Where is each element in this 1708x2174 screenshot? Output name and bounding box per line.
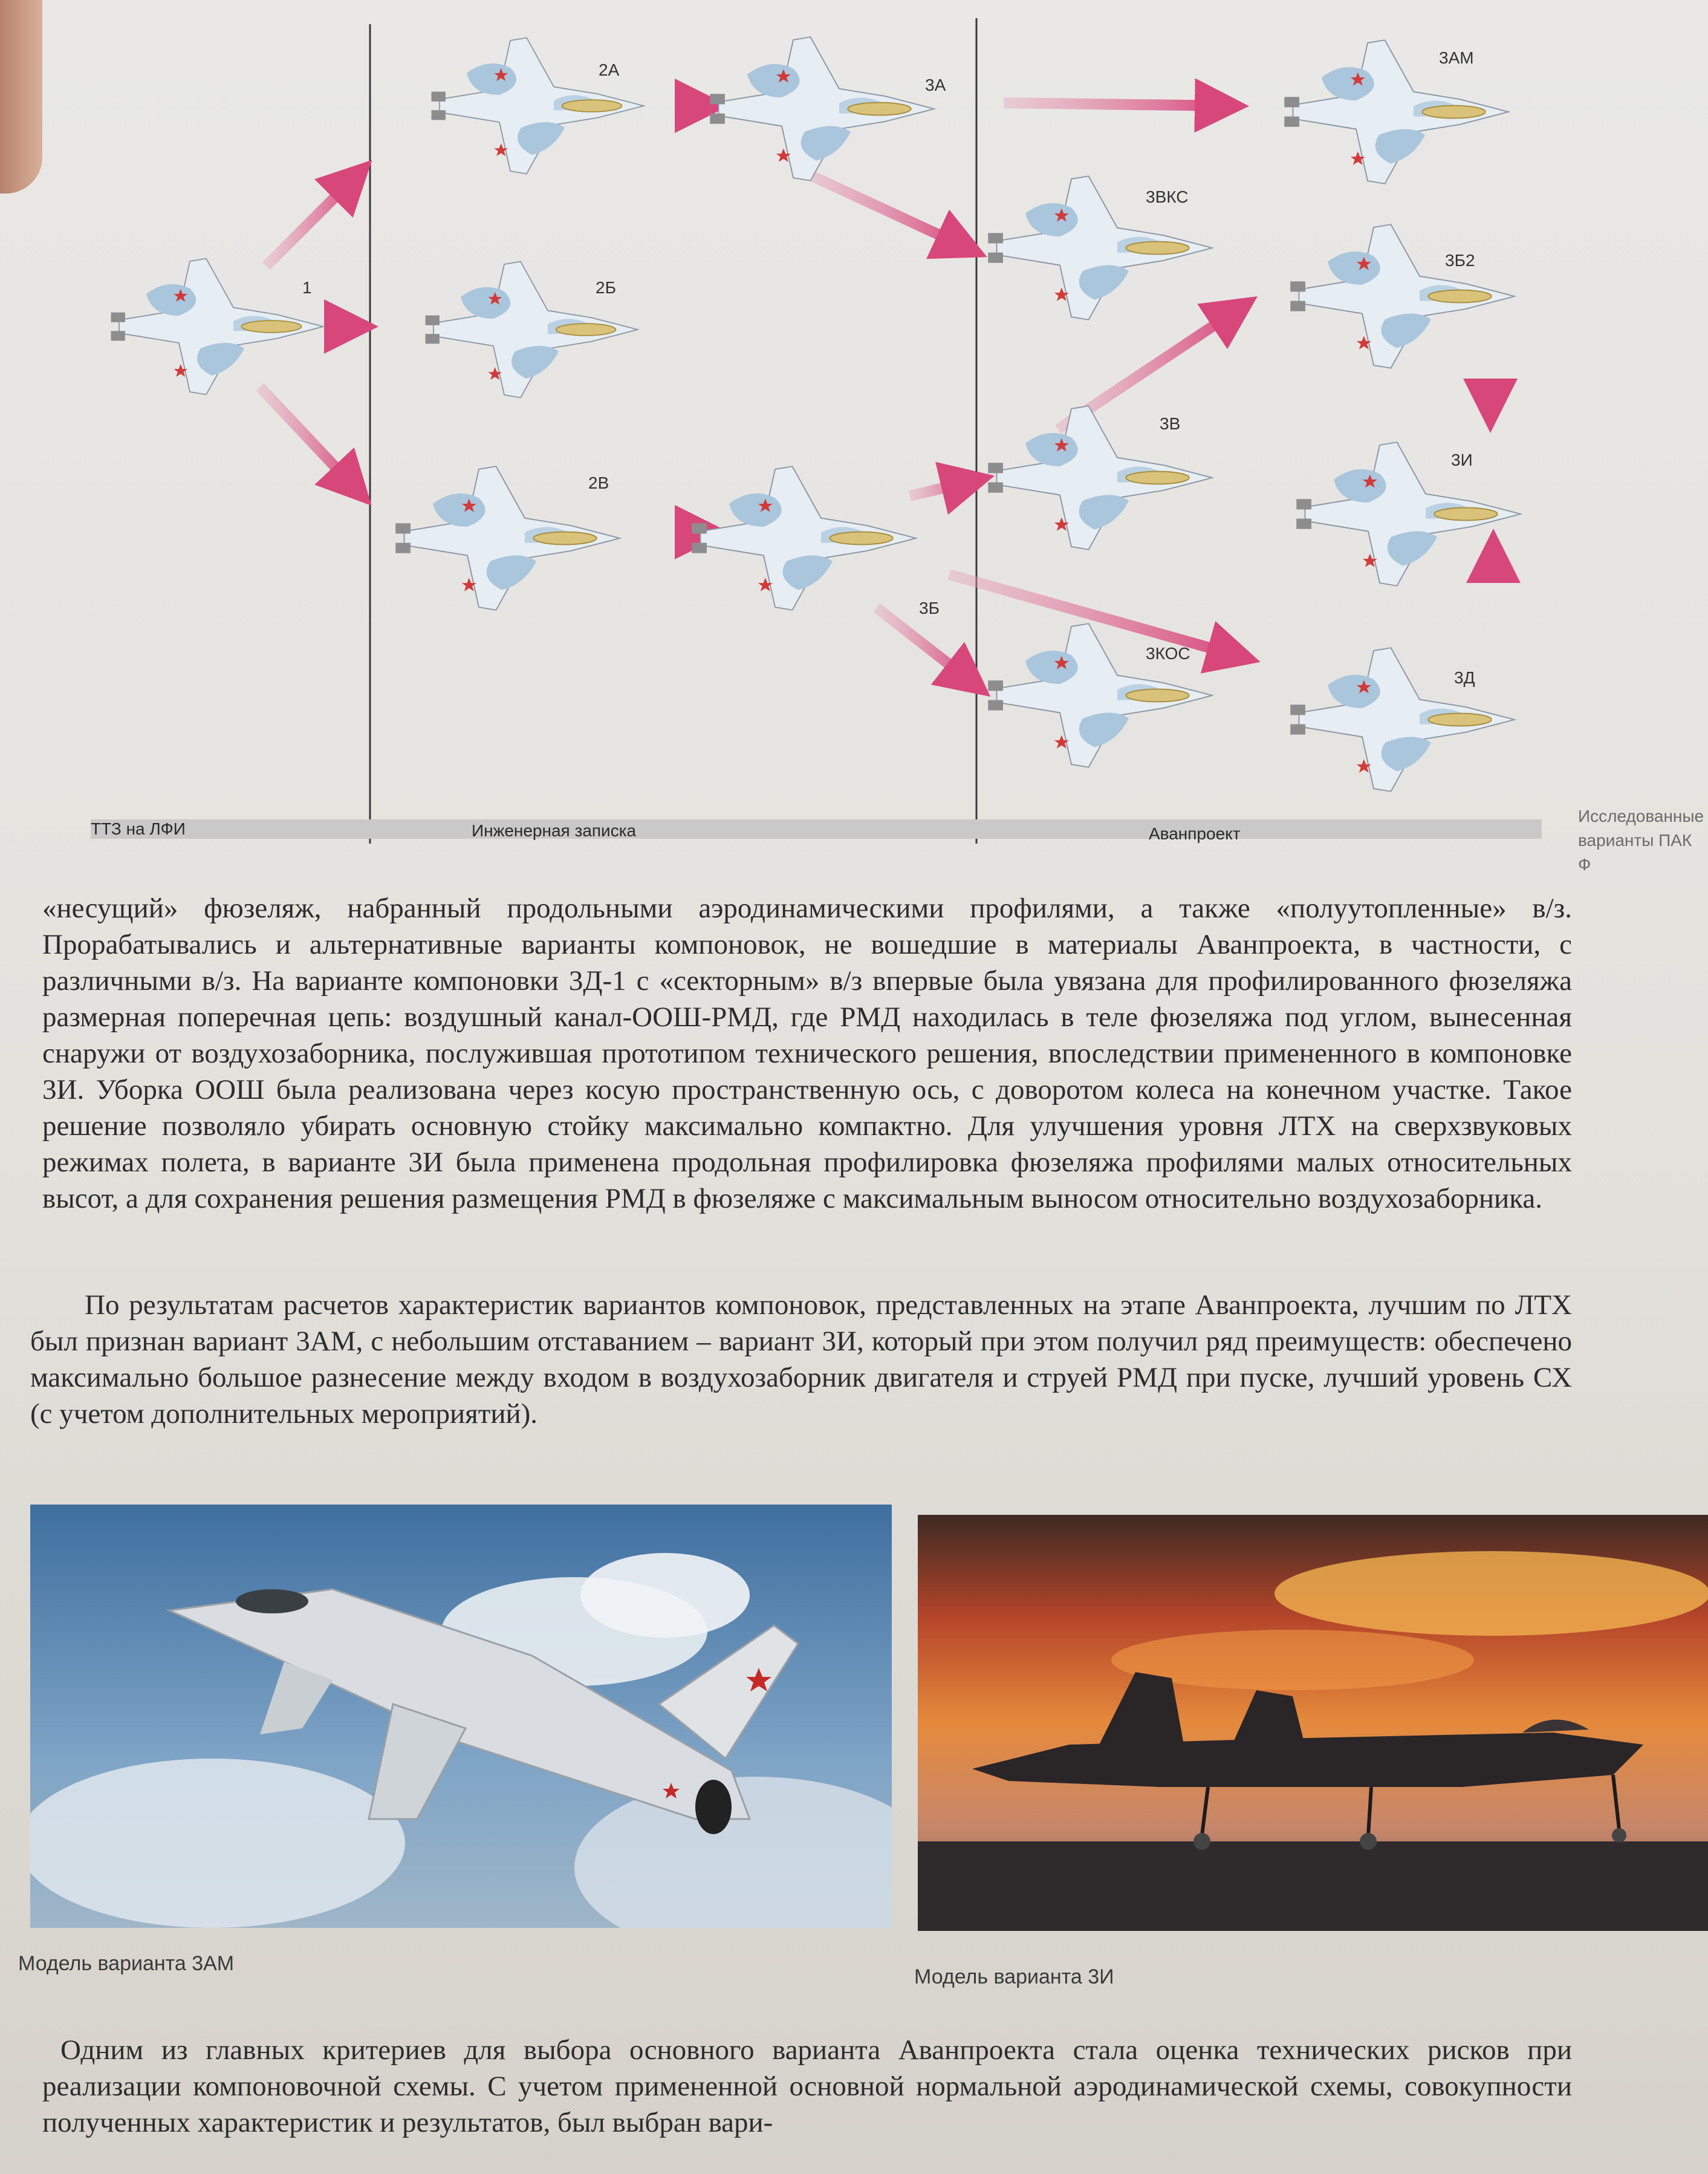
variant-3b2-aircraft: [1290, 224, 1515, 368]
label-v1: 1: [302, 278, 312, 297]
label-v3d: 3Д: [1454, 668, 1475, 687]
label-v3kos: 3КОС: [1146, 644, 1190, 663]
variant-3am-aircraft: [1284, 40, 1508, 184]
paragraph-1: [42, 890, 1572, 1217]
variant-3b-aircraft: [692, 466, 916, 610]
variant-1-aircraft: [111, 259, 323, 395]
thumb: [0, 0, 42, 194]
variant-3i-aircraft: [1296, 442, 1521, 586]
label-v2a: 2А: [599, 60, 620, 79]
photo-model-3am: [30, 1505, 892, 1928]
variants-diagram: [91, 12, 1554, 856]
stage-engineering-note: Инженерная записка: [472, 821, 637, 840]
caption-photo-3am: Модель варианта 3АМ: [18, 1952, 235, 1975]
stage-preliminary-design: Аванпроект: [1149, 824, 1241, 843]
paragraph-3-text: Одним из главных критериев для выбора основного варианта Аванпроекта стала оценка технических рисков при реализации компоновочной схемы. С учетом примененной основной нормальной аэродинамической схемы, совокупности полученных характеристик и результатов, был выбран вари-: [42, 2034, 1572, 2138]
variant-3a-aircraft: [710, 37, 934, 181]
label-v3b2: 3Б2: [1445, 251, 1475, 270]
diagram-side-caption: [1578, 804, 1708, 877]
paragraph-3: [42, 2032, 1572, 2141]
paragraph-1-text: «несущий» фюзеляж, набранный продольными аэродинамическими профилями, а также «полуутопленные» в/з. Прорабатывались и альтернативные варианты компоновок, не вошедшие в материалы Аванпроекта, в частности, с различными в/з. На варианте компоновки 3Д-1 с «секторным» в/з впервые была увязана для профилированного фюзеляжа размерная поперечная цепь: воздушный канал-ООШ-РМД, где РМД находилась в теле фюзеляжа под углом, вынесенная снаружи от воздухозаборника, послужившая прототипом технического решения, впоследствии примененного в компоновке 3И. Уборка ООШ была реализована через косую пространственную ось, с доворотом колеса на конечном участке. Такое решение позволяло убирать основную стойку максимально компактно. Для улучшения уровня ЛТХ на сверхзвуковых режимах полета, в варианте 3И была применена продольная профилировка фюзеляжа профилями малых относительных высот, а для сохранения решения размещения РМД в фюзеляже с максимальным выносом относительно воздухозаборника.: [42, 893, 1572, 1214]
stage-bar: [91, 819, 1542, 839]
variant-2a-aircraft: [432, 37, 644, 174]
label-v3i: 3И: [1451, 451, 1473, 469]
evolution-arrows: [260, 103, 1493, 683]
caption-photo-3i: Модель варианта 3И: [914, 1965, 1114, 1988]
label-v3v: 3В: [1160, 414, 1181, 433]
label-v3am: 3АМ: [1439, 48, 1474, 67]
label-v3vks: 3ВКС: [1146, 187, 1189, 206]
label-v2v: 2В: [588, 474, 609, 492]
label-v3b: 3Б: [919, 599, 940, 617]
label-v3a: 3А: [925, 76, 946, 94]
variant-2v-aircraft: [395, 466, 620, 610]
paragraph-2-text: По результатам расчетов характеристик вариантов компоновок, представленных на этапе Аванпроекта, лучшим по ЛТХ был признан вариант 3АМ, с небольшим отставанием – вариант 3И, который при этом получил ряд преимуществ: обеспечено максимально большое разнесение между входом в воздухозаборник двигателя и струей РМД при пуске, лучший уровень СХ (с учетом дополнительных мероприятий).: [30, 1289, 1572, 1430]
side-caption-line-1: Исследованные: [1578, 807, 1704, 825]
side-caption-line-2: варианты ПАК Ф: [1578, 831, 1692, 874]
paragraph-2: [30, 1287, 1572, 1432]
variant-3d-aircraft: [1290, 648, 1515, 792]
photo-model-3i: [918, 1515, 1708, 1931]
label-v2b: 2Б: [596, 278, 616, 297]
stage-ttz: ТТЗ на ЛФИ: [91, 819, 186, 838]
